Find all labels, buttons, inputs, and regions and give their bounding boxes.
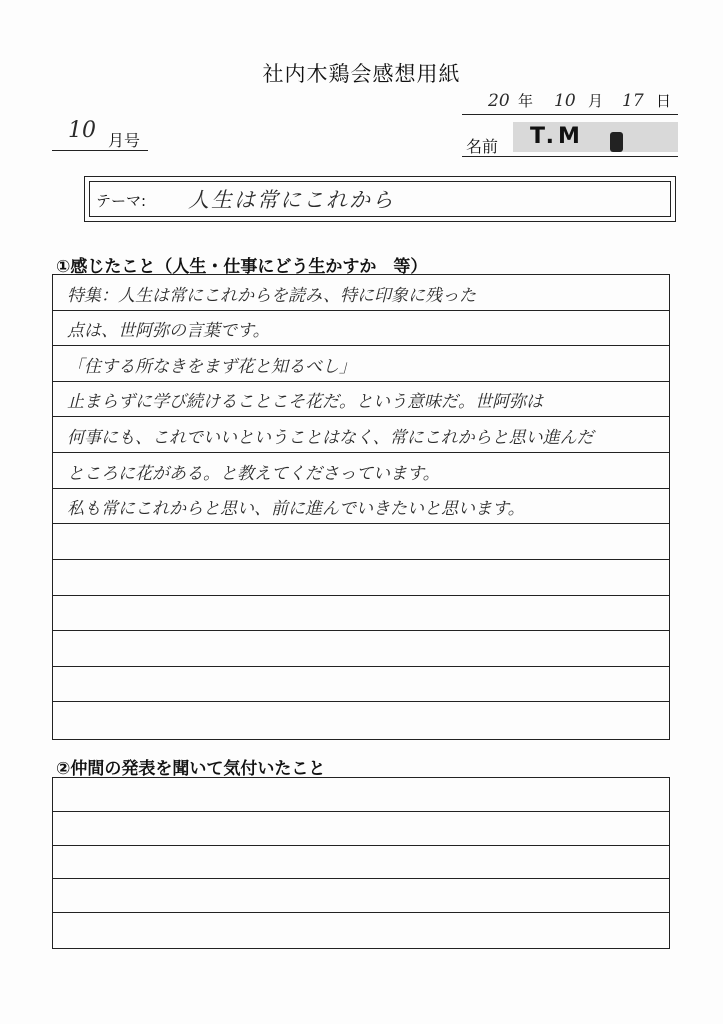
handwritten-line: 特集：人生は常にこれからを読み、特に印象に残った	[67, 285, 477, 306]
date-field	[462, 84, 678, 115]
ruled-line	[53, 846, 669, 880]
section2-lined-area	[52, 777, 670, 949]
ruled-line	[53, 346, 669, 382]
section1-lined-area	[52, 274, 670, 740]
ruled-line	[53, 311, 669, 347]
form-title: 社内木鶏会感想用紙	[262, 62, 461, 86]
ruled-line	[53, 812, 669, 846]
issue-month-value: 10	[68, 118, 96, 143]
date-day-unit: 日	[656, 92, 672, 110]
ruled-line	[53, 879, 669, 913]
ruled-line	[53, 453, 669, 489]
date-day: 17	[622, 91, 644, 111]
name-seal-mark	[610, 132, 623, 152]
issue-month-field	[52, 116, 148, 151]
section2-heading: ②仲間の発表を聞いて気付いたこと	[56, 759, 326, 779]
theme-label: テーマ:	[96, 192, 147, 210]
name-value: T.M	[530, 124, 584, 149]
ruled-line	[53, 382, 669, 418]
handwritten-line: 点は、世阿弥の言葉です。	[67, 321, 270, 342]
handwritten-line: 私も常にこれからと思い、前に進んでいきたいと思います。	[67, 499, 525, 520]
name-underline	[462, 156, 678, 157]
ruled-line	[53, 560, 669, 596]
ruled-line	[53, 596, 669, 632]
ruled-line	[53, 524, 669, 560]
ruled-line	[53, 275, 669, 311]
ruled-line	[53, 702, 669, 738]
handwritten-line: 「住する所なきをまず花と知るべし」	[67, 356, 356, 377]
ruled-line	[53, 913, 669, 947]
ruled-line	[53, 631, 669, 667]
date-month-unit: 月	[588, 92, 604, 110]
ruled-line	[53, 417, 669, 453]
ruled-line	[53, 667, 669, 703]
section1-heading: ①感じたこと（人生・仕事にどう生かすか 等）	[56, 257, 428, 277]
ruled-line	[53, 778, 669, 812]
ruled-line	[53, 489, 669, 525]
date-month: 10	[554, 91, 576, 111]
handwritten-line: ところに花がある。と教えてくださっています。	[67, 463, 440, 484]
name-label: 名前	[466, 137, 499, 156]
date-year-unit: 年	[518, 92, 534, 110]
issue-month-suffix: 月号	[108, 131, 141, 150]
handwritten-line: 止まらずに学び続けることこそ花だ。という意味だ。世阿弥は	[67, 392, 543, 413]
handwritten-line: 何事にも、これでいいということはなく、常にこれからと思い進んだ	[67, 428, 594, 449]
theme-value: 人生は常にこれから	[188, 188, 395, 212]
date-year: 20	[488, 91, 510, 111]
